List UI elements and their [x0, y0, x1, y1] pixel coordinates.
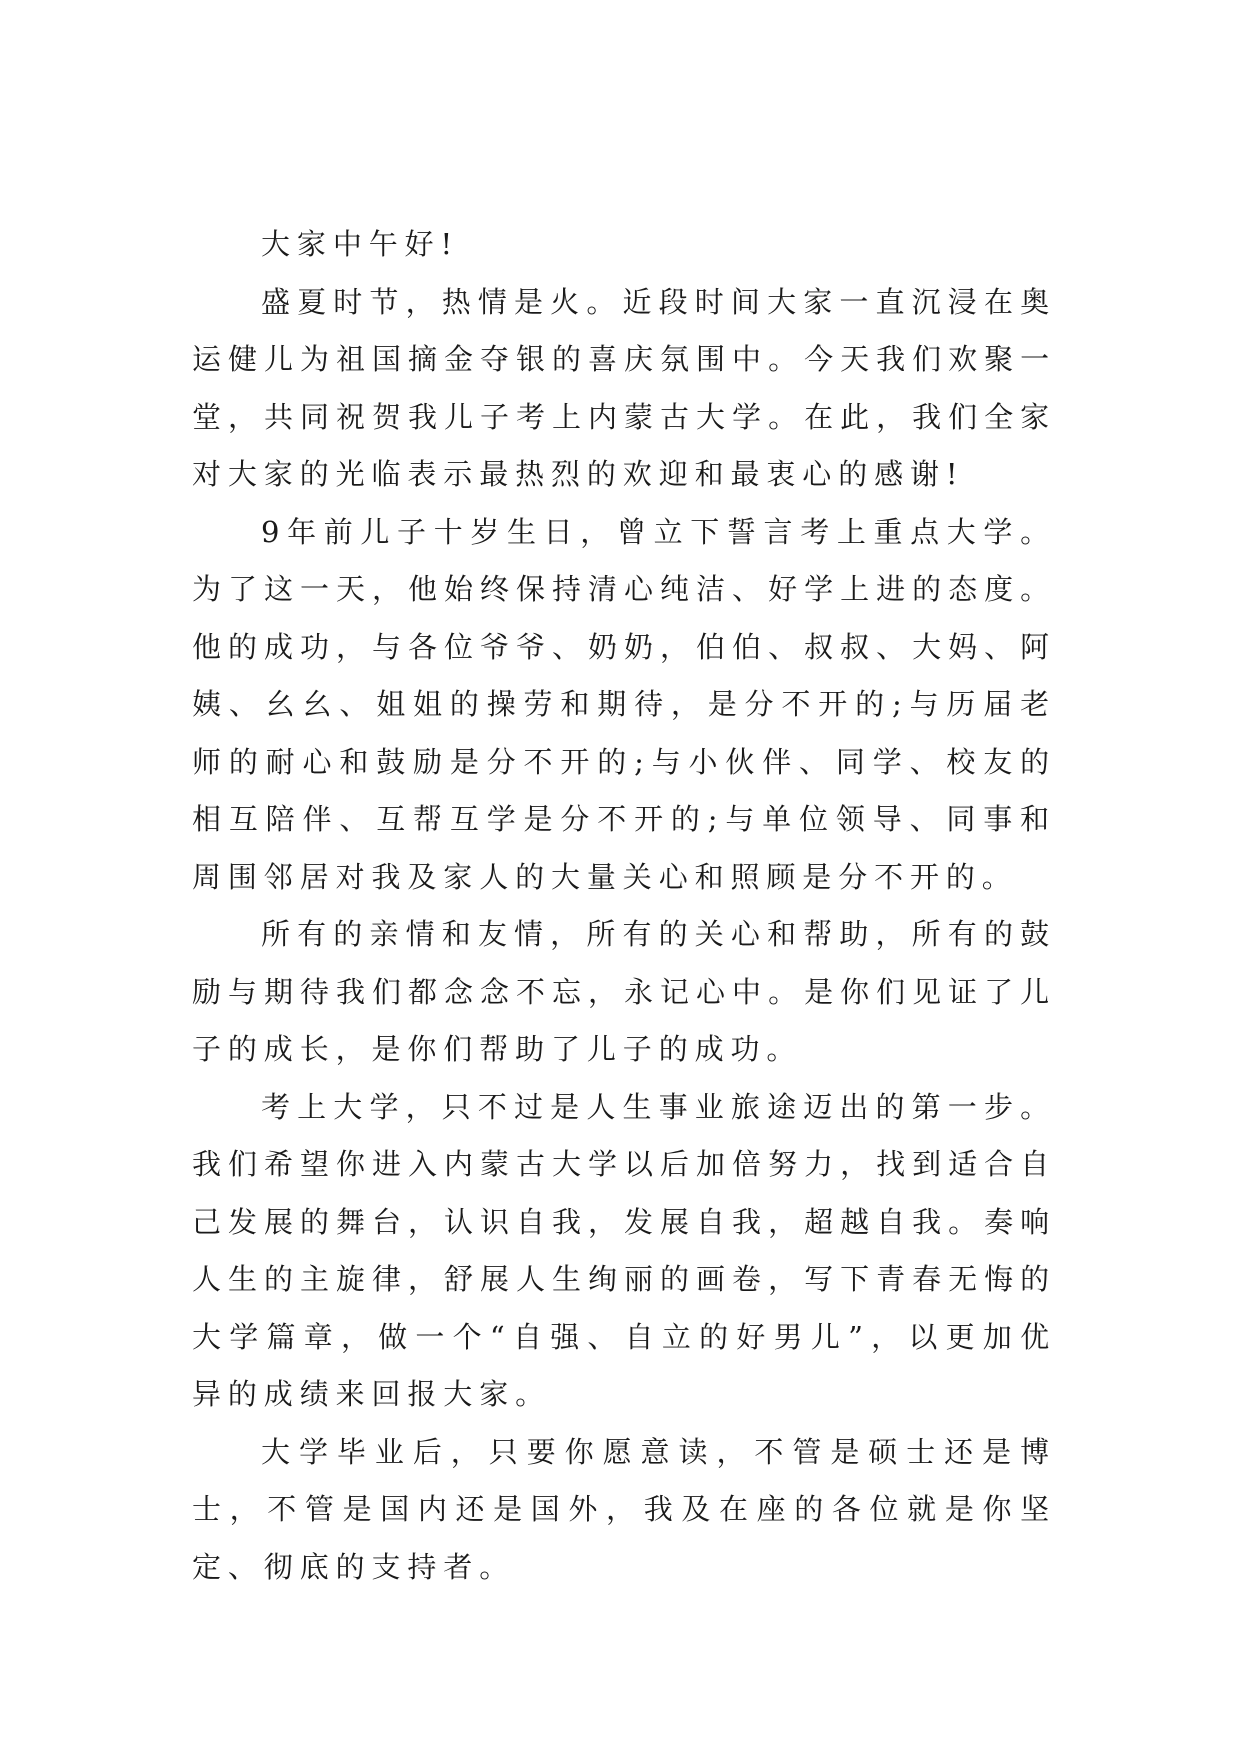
- paragraph-support: 大学毕业后，只要你愿意读，不管是硕士还是博士，不管是国内还是国外，我及在座的各位就是你坚定、彻底的支持者。: [192, 1434, 1056, 1584]
- paragraph-gratitude: 9年前儿子十岁生日，曾立下誓言考上重点大学。为了这一天，他始终保持清心纯洁、好学上进的态度。他的成功，与各位爷爷、奶奶，伯伯、叔叔、大妈、阿姨、幺幺、姐姐的操劳和期待，是分不开的;与历届老师的耐心和鼓励是分不开的;与小伙伴、同学、校友的相互陪伴、互帮互学是分不开的;与单位领导、同事和周围邻居对我及家人的大量关心和照顾是分不开的。: [192, 514, 1056, 894]
- paragraph-family-friends: 所有的亲情和友情，所有的关心和帮助，所有的鼓励与期待我们都念念不忘，永记心中。是你们见证了儿子的成长，是你们帮助了儿子的成功。: [192, 917, 1056, 1066]
- paragraph-greeting: 大家中午好!: [261, 227, 460, 261]
- paragraph-expectations: 考上大学，只不过是人生事业旅途迈出的第一步。我们希望你进入内蒙古大学以后加倍努力，找到适合自己发展的舞台，认识自我，发展自我，超越自我。奏响人生的主旋律，舒展人生绚丽的画卷，写下青春无悔的大学篇章，做一个“自强、自立的好男儿”，以更加优异的成绩来回报大家。: [192, 1089, 1056, 1411]
- document-body: [192, 216, 1056, 1596]
- paragraph-welcome: 盛夏时节，热情是火。近段时间大家一直沉浸在奥运健儿为祖国摘金夺银的喜庆氛围中。今天我们欢聚一堂，共同祝贺我儿子考上内蒙古大学。在此，我们全家对大家的光临表示最热烈的欢迎和最衷心的感谢!: [192, 284, 1056, 491]
